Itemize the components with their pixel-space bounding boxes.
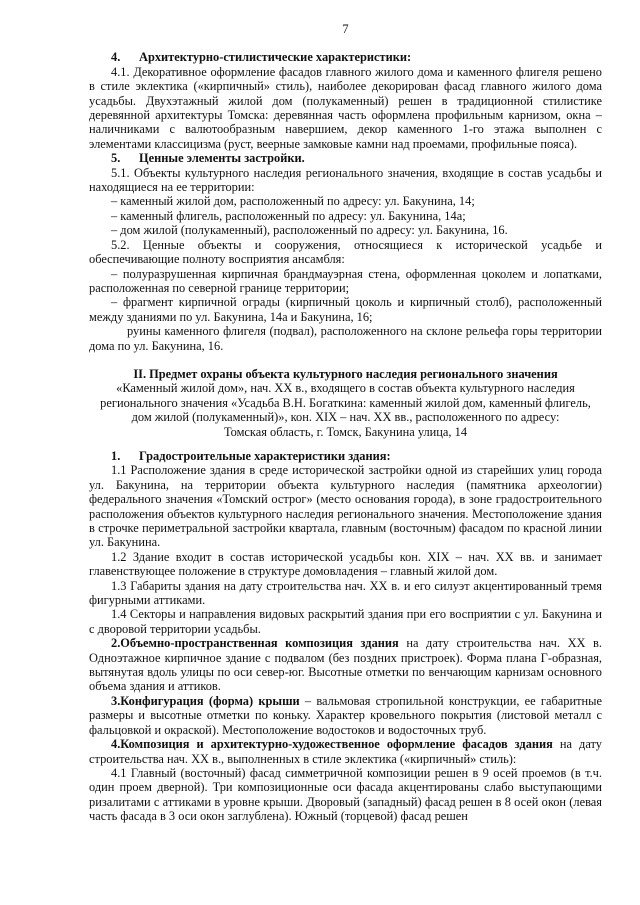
- paragraph-1-4: 1.4 Секторы и направления видовых раскрытий здания при его восприятии с ул. Бакунина и с дворовой территории усадьбы.: [89, 607, 602, 636]
- page-number: 7: [342, 22, 349, 36]
- s3-number: 3.: [111, 693, 121, 708]
- s2-title: Объемно-пространственная композиция здания: [120, 636, 399, 651]
- paragraph-1-2: 1.2 Здание входит в состав исторической усадьбы кон. XIX – нач. XX вв. и занимает главенствующее положение в структуре домовладения – главный жилой дом.: [89, 549, 602, 579]
- paragraph-4-1-facade: 4.1 Главный (восточный) фасад симметричной композиции решен в 9 осей проемов (в т.ч. один проем дверной). Три композиционные оси фасада акцентированы слабо выступающими ризалитами с аттиками в уровне крыши. Дворовый (западный) фасад решен в 8 осей окон (левая часть фасада в 3 оси окон заглублена). Южный (торцевой) фасад решен: [89, 765, 602, 824]
- section-5-number: 5.: [111, 151, 121, 166]
- s1-title: Градостроительные характеристики здания:: [139, 448, 391, 463]
- part-2-subtitle-line: Томская область, г. Томск, Бакунина улица, 14: [223, 424, 468, 439]
- list-item: – дом жилой (полукаменный), расположенный по адресу: ул. Бакунина, 16.: [111, 223, 508, 238]
- s3-text: – вальмовая стропильной конструкции, ее габаритные размеры и высотные отметки по коньку. Характер кровельного покрытия (листовой металл с фальцовкой и окраской). Местоположение водостоков и водосточных труб.: [89, 693, 602, 737]
- s1-heading: [89, 449, 602, 463]
- s1-number: 1.: [111, 448, 121, 463]
- list-item: – каменный флигель, расположенный по адресу: ул. Бакунина, 14а;: [111, 208, 466, 223]
- part-2-subtitle-line: дом жилой (полукаменный)», кон. XIX – нач. XX вв., расположенного по адресу:: [131, 410, 560, 425]
- paragraph-5-1: 5.1. Объекты культурного наследия регионального значения, входящие в состав усадьбы и находящиеся на ее территории:: [89, 165, 602, 195]
- section-4-number: 4.: [111, 50, 121, 65]
- list-item: руины каменного флигеля (подвал), расположенного на склоне рельефа горы территории дома по ул. Бакунина, 16.: [89, 324, 602, 353]
- section-4-title: Архитектурно-стилистические характеристики:: [139, 50, 412, 65]
- s4-text: на дату строительства нач. XX в., выполненных в стиле эклектика («кирпичный» стиль):: [89, 737, 602, 766]
- part-2-title: II. Предмет охраны объекта культурного наследия регионального значения: [133, 366, 558, 381]
- s4-number: 4.: [111, 737, 121, 752]
- s3-paragraph: [89, 694, 602, 737]
- s4-title: Композиция и архитектурно-художественное оформление фасадов здания: [120, 737, 553, 752]
- s2-paragraph: [89, 636, 602, 694]
- paragraph-5-2: 5.2. Ценные объекты и сооружения, относящиеся к исторической усадьбе и обеспечивающие полноту восприятия ансамбля:: [89, 237, 602, 267]
- list-item: – каменный жилой дом, расположенный по адресу: ул. Бакунина, 14;: [111, 194, 475, 209]
- section-5-heading: [89, 151, 602, 165]
- section-4-heading: [89, 50, 602, 64]
- s3-title: Конфигурация (форма) крыши: [120, 693, 300, 708]
- part-2-subtitle-line: «Каменный жилой дом», нач. XX в., входящего в состав объекта культурного наследия: [116, 381, 575, 396]
- paragraph-4-1: 4.1. Декоративное оформление фасадов главного жилого дома и каменного флигеля решено в стиле эклектика («кирпичный» стиль), наиболее декорирован фасад главного жилого дома усадьбы. Двухэтажный жилой дом (полукаменный) решен в традиционной стилистике деревянной архитектуры Томска: деревянная часть оформлена профильным карнизом, окна – наличниками с валютообразным навершием, декор каменного 1-го этажа выполнен с элементами классицизма (руст, веерные замковые камни над проемами, профильные пояса).: [89, 64, 602, 151]
- paragraph-1-3: 1.3 Габариты здания на дату строительства нач. XX в. и его силуэт акцентированный тремя фигурными аттиками.: [89, 578, 602, 608]
- s2-number: 2.: [111, 636, 121, 651]
- list-item: – фрагмент кирпичной ограды (кирпичный цоколь и кирпичный столб), расположенный между зданиями по ул. Бакунина, 14а и Бакунина, 16;: [89, 295, 602, 324]
- paragraph-1-1: 1.1 Расположение здания в среде исторической застройки одной из старейших улиц города ул. Бакунина, на территории объекта культурного наследия (памятника археологии) федерального значения «Томский острог» (место основания города), в зоне градостроительного расположения объектов культурного наследия регионального значения. Местоположение здания в строчке периметральной застройки квартала, главным (восточным) фасадом по красной линии ул. Бакунина.: [89, 463, 602, 550]
- part-2-subtitle-line: регионального значения «Усадьба В.Н. Богаткина: каменный жилой дом, каменный флигель,: [100, 395, 591, 410]
- section-5-title: Ценные элементы застройки.: [139, 151, 305, 166]
- s4-paragraph: [89, 737, 602, 766]
- list-item: – полуразрушенная кирпичная брандмауэрная стена, оформленная цоколем и лопатками, расположенная по северной границе территории;: [89, 266, 602, 295]
- s2-text: на дату строительства нач. XX в. Одноэтажное кирпичное здание с подвалом (без поздних пристроек). Форма плана Г-образная, вытянутая вдоль улицы по оси север-юг. Высотные отметки по венчающим карнизам основного объема здания и аттиков.: [89, 636, 602, 694]
